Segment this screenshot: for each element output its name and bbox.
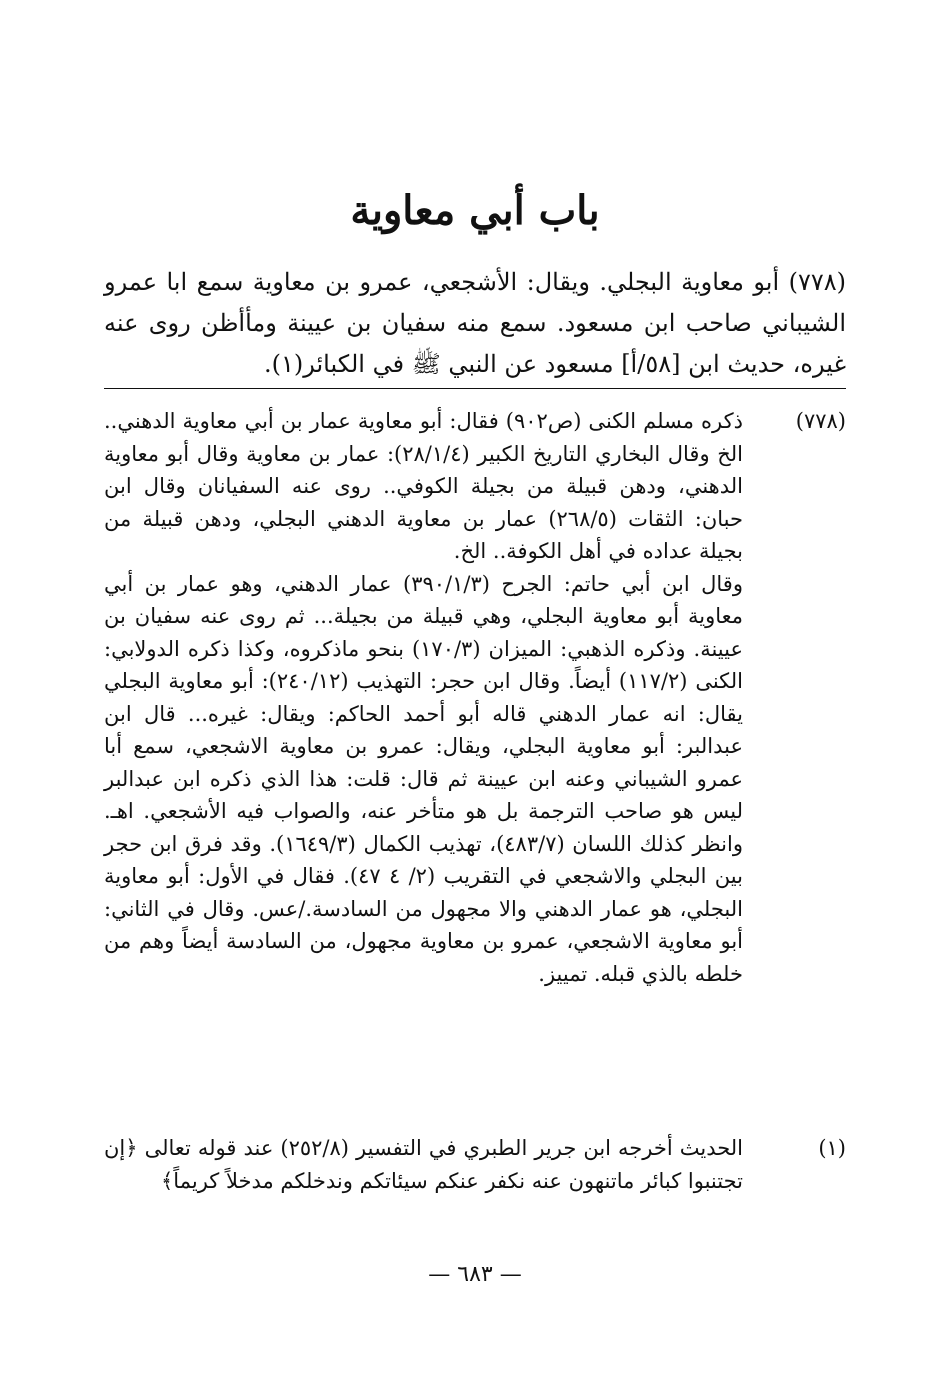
footnote-number: (٧٧٨) bbox=[795, 409, 846, 433]
main-entry-text: (٧٧٨) أبو معاوية البجلي. ويقال: الأشجعي، عمرو بن معاوية سمع ابا عمرو الشيباني صاحب ابن مسعود. سمع منه سفيان بن عيينة ومأأظن روى عنه غيره، حديث ابن [٥٨/أ] مسعود عن النبي ﷺ في الكبائر(١). bbox=[104, 268, 846, 378]
footnote-paragraph: الحديث أخرجه ابن جرير الطبري في التفسير (٢٥٢/٨) عند قوله تعالى ﴿إن تجتنبوا كبائر ماتنهون عنه نكفر عنكم سيئاتكم وندخلكم مدخلاً كريماً﴾ bbox=[104, 1136, 744, 1193]
footnote-body bbox=[104, 405, 743, 990]
footnote-1 bbox=[104, 1132, 846, 1197]
footnote-paragraph: وقال ابن أبي حاتم: الجرح (٣٩٠/١/٣) عمار الدهني، وهو عمار بن أبي معاوية أبو معاوية البجلي، وهي قبيلة من بجيلة... ثم روى عنه سفيان بن عيينة. وذكره الذهبي: الميزان (١٧٠/٣) بنحو ماذكروه، وكذا ذكره الدولابي: الكنى (١١٧/٢) أيضاً. وقال ابن حجر: التهذيب (٢٤٠/١٢): أبو معاوية البجلي يقال: انه عمار الدهني قاله أبو أحمد الحاكم: ويقال: غيره... قال ابن عبدالبر: أبو معاوية البجلي، ويقال: عمرو بن معاوية الاشجعي، سمع أبا عمرو الشيباني وعنه ابن عيينة ثم قال: قلت: هذا الذي ذكره ابن عبدالبر ليس هو صاحب الترجمة بل هو متأخر عنه، والصواب فيه الأشجعي. اهـ. وانظر كذلك اللسان (٤٨٣/٧)، تهذيب الكمال (١٦٤٩/٣). وقد فرق ابن حجر بين البجلي والاشجعي في التقريب (٢/ ٤ ٤٧). فقال في الأول: أبو معاوية البجلي، هو عمار الدهني والا مجهول من السادسة./عس. وقال في الثاني: أبو معاوية الاشجعي، عمرو بن معاوية مجهول، من السادسة أيضاً وهم من خلطه بالذي قبله. تمييز. bbox=[104, 571, 743, 986]
chapter-title: باب أبي معاوية bbox=[350, 186, 600, 234]
footnote-778 bbox=[104, 405, 846, 990]
main-entry bbox=[104, 262, 846, 385]
footnote-body bbox=[104, 1132, 743, 1197]
footnote-separator bbox=[104, 388, 846, 389]
page-number: — ٦٨٣ — bbox=[428, 1262, 522, 1287]
footnote-paragraph: ذكره مسلم الكنى (ص٩٠٢) فقال: أبو معاوية عمار بن أبي معاوية الدهني.. الخ وقال البخاري التاريخ الكبير (٢٨/١/٤): عمار بن معاوية وقال أبو معاوية الدهني، ودهن قبيلة من بجيلة الكوفي.. روى عنه السفيانان وقال ابن حبان: الثقات (٢٦٨/٥) عمار بن معاوية الدهني البجلي، ودهن قبيلة من بجيلة عداده في أهل الكوفة.. الخ. bbox=[104, 409, 743, 563]
footnote-number: (١) bbox=[818, 1136, 846, 1160]
